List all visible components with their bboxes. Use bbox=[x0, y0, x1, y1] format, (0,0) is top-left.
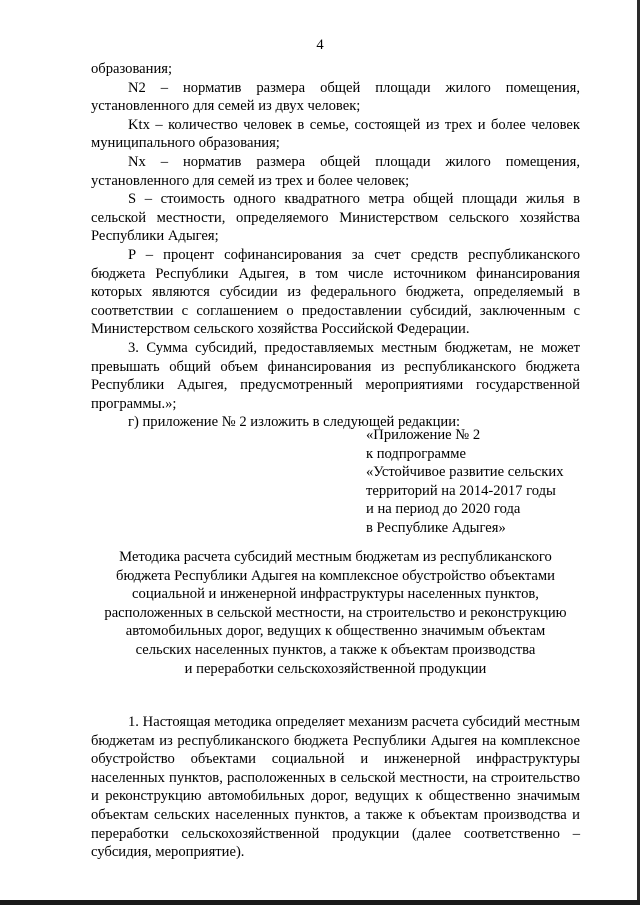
title-line: и переработки сельскохозяйственной продукции bbox=[184, 660, 487, 677]
paragraph-p-definition: P – процент софинансирования за счет средств республиканского бюджета Республики Адыгея, в том числе источником финансирования которых являются субсидии из федерального бюджета, определяемый в соответствии с соглашением о предоставлении субсидий, заключенным с Министерством сельского хозяйства Российской Федерации. bbox=[91, 246, 580, 338]
scan-edge-bottom bbox=[0, 900, 640, 905]
title-line: автомобильных дорог, ведущих к общественно значимым объектам bbox=[125, 623, 546, 640]
paragraph-ktx-definition: Ktx – количество человек в семье, состоящей из трех и более человек муниципального образования; bbox=[91, 116, 580, 152]
title-line: сельских населенных пунктов, а также к объектам производства bbox=[135, 641, 536, 658]
paragraph-section-1: 1. Настоящая методика определяет механизм расчета субсидий местным бюджетам из республиканского бюджета Республики Адыгея на комплексное обустройство объектами социальной и инженерной инфраструктуры населенных пунктов, расположенных в сельской местности, на строительство и реконструкцию автомобильных дорог, ведущих к общественно значимым объектам сельских населенных пунктов, а также к объектам производства и переработки сельскохозяйственной продукции (далее соответственно – субсидия, мероприятие). bbox=[91, 714, 580, 861]
paragraph-nx-definition: Nx – норматив размера общей площади жилого помещения, установленного для семей из трех и более человек; bbox=[91, 153, 580, 189]
title-line: расположенных в сельской местности, на строительство и реконструкцию bbox=[104, 604, 567, 621]
title-line: социальной и инженерной инфраструктуры населенных пунктов, bbox=[132, 586, 539, 603]
paragraph-item-3: 3. Сумма субсидий, предоставляемых местным бюджетам, не может превышать общий объем финансирования из республиканского бюджета Республики Адыгея, предусмотренный мероприятиями государственной программы.»; bbox=[91, 339, 580, 412]
paragraph-s-definition: S – стоимость одного квадратного метра общей площади жилья в сельской местности, определяемого Министерством сельского хозяйства Республики Адыгея; bbox=[91, 191, 580, 245]
annex-line: «Приложение № 2 bbox=[366, 427, 481, 443]
methodology-title bbox=[91, 548, 580, 678]
annex-line: «Устойчивое развитие сельских bbox=[366, 464, 564, 481]
annex-line: территорий на 2014-2017 годы bbox=[366, 482, 556, 499]
annex-line: к подпрограмме bbox=[366, 445, 466, 462]
paragraph-continuation: образования; bbox=[91, 61, 173, 77]
paragraph-n2-definition: N2 – норматив размера общей площади жилого помещения, установленного для семей из двух человек; bbox=[91, 79, 580, 115]
paragraph-item-g: г) приложение № 2 изложить в следующей редакции: bbox=[128, 414, 461, 431]
title-line: бюджета Республики Адыгея на комплексное обустройство объектами bbox=[116, 567, 555, 584]
body-text bbox=[91, 60, 580, 432]
title-line: Методика расчета субсидий местным бюджетам из республиканского bbox=[119, 549, 552, 565]
section-1 bbox=[91, 713, 580, 862]
page-number: 4 bbox=[316, 37, 324, 53]
annex-line: в Республике Адыгея» bbox=[366, 519, 506, 536]
annex-header bbox=[366, 426, 586, 538]
annex-line: и на период до 2020 года bbox=[366, 501, 521, 518]
